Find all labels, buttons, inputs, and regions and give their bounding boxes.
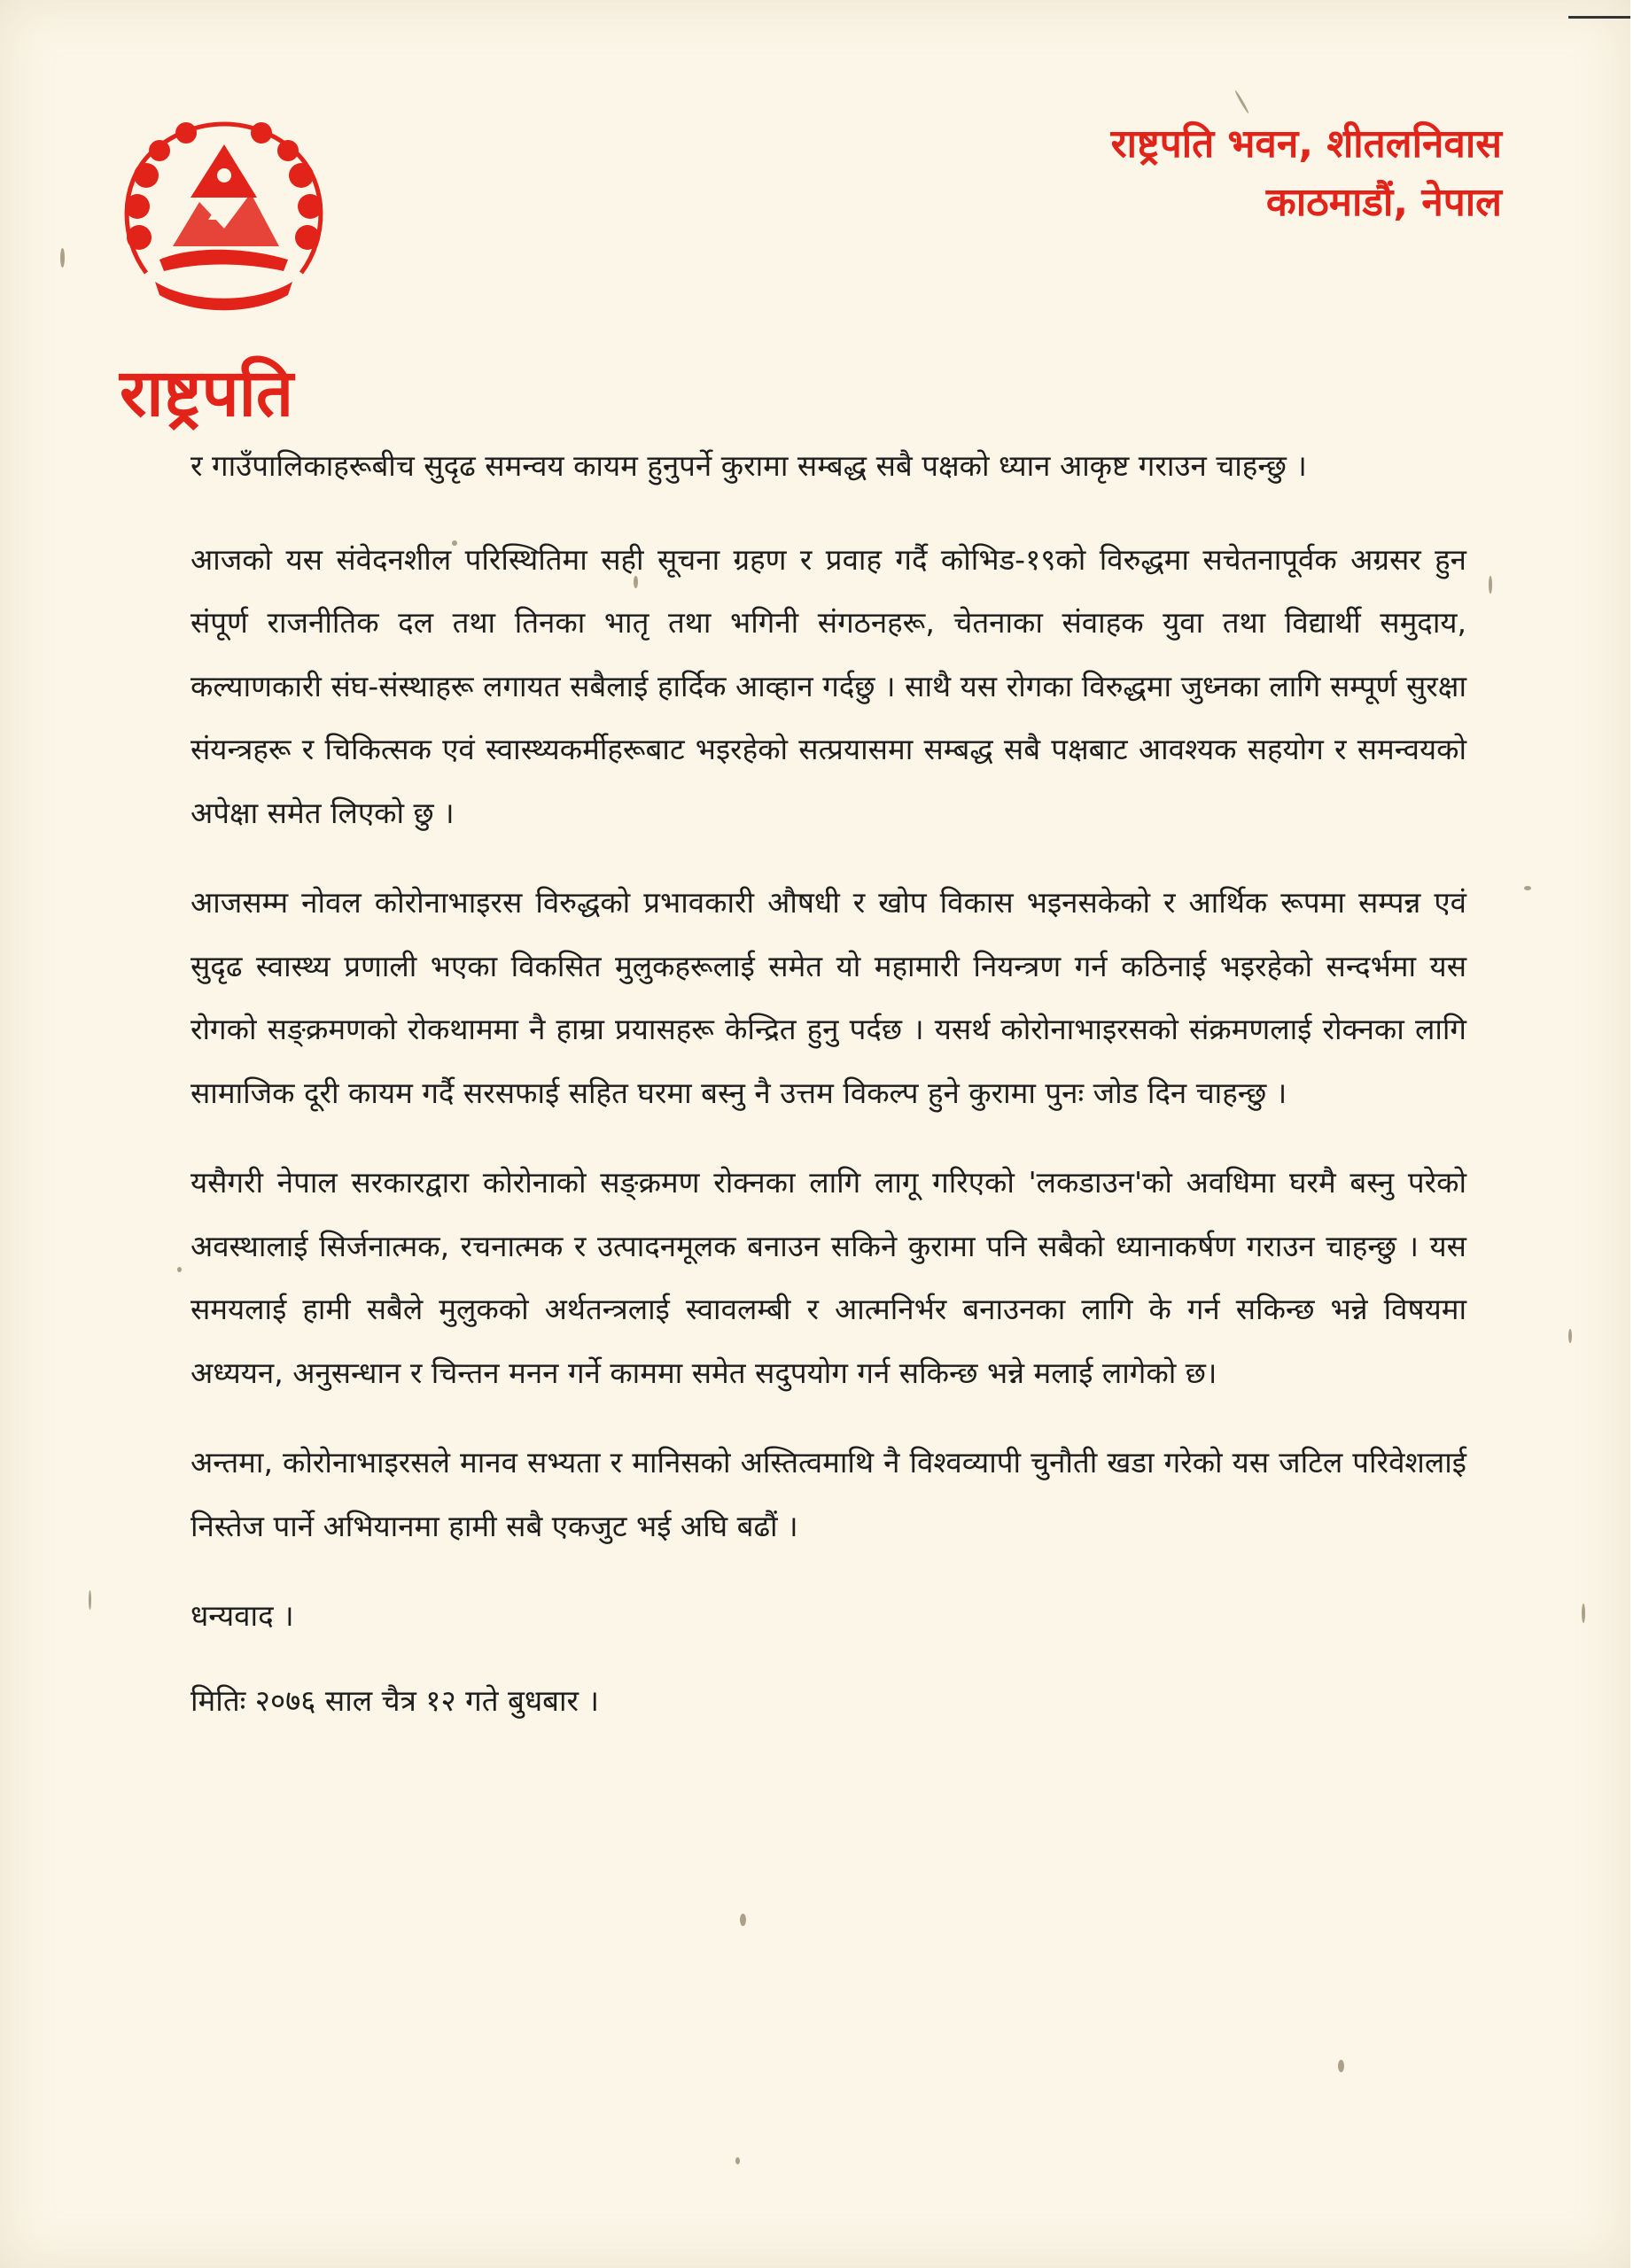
paper-speck xyxy=(60,248,65,268)
paper-speck xyxy=(1338,2060,1344,2072)
paper-speck xyxy=(740,1914,746,1926)
nepal-emblem-icon xyxy=(111,113,337,317)
paragraph-2: आजको यस संवेदनशील परिस्थितिमा सही सूचना ग्रहण र प्रवाह गर्दै कोभिड-१९को विरुद्धमा सचेतनापूर्वक अग्रसर हुन संपूर्ण राजनीतिक दल तथा तिनका भातृ तथा भगिनी संगठनहरू, चेतनाका संवाहक युवा तथा विद्यार्थी समुदाय, कल्याणकारी संघ-संस्थाहरू लगायत सबैलाई हार्दिक आव्हान गर्दछु । साथै यस रोगका विरुद्धमा जुध्नका लागि सम्पूर्ण सुरक्षा संयन्त्रहरू र चिकित्सक एवं स्वास्थ्यकर्मीहरूबाट भइरहेको सत्प्रयासमा सम्बद्ध सबै पक्षबाट आवश्यक सहयोग र समन्वयको अपेक्षा समेत लिएको छु । xyxy=(191,541,1466,830)
address-line-2: काठमाडौं, नेपाल xyxy=(1265,180,1502,225)
closing-thanks: धन्यवाद । xyxy=(191,1598,294,1633)
scan-edge-mark xyxy=(1568,16,1630,19)
paragraph-4: यसैगरी नेपाल सरकारद्वारा कोरोनाको सङ्क्रमण रोक्नका लागि लागू गरिएको 'लकडाउन'को अवधिमा घरमै बस्नु परेको अवस्थालाई सिर्जनात्मक, रचनात्मक र उत्पादनमूलक बनाउन सकिने कुरामा पनि सबैको ध्यानाकर्षण गराउन चाहन्छु । यस समयलाई हामी सबैले मुलुकको अर्थतन्त्रलाई स्वावलम्बी र आत्मनिर्भर बनाउनका लागि के गर्न सकिन्छ भन्ने विषयमा अध्ययन, अनुसन्धान र चिन्तन मनन गर्ने काममा समेत सदुपयोग गर्न सकिन्छ भन्ने मलाई लागेको छ। xyxy=(191,1165,1466,1390)
letter-date: मितिः २०७६ साल चैत्र १२ गते बुधबार । xyxy=(191,1682,600,1718)
letter-body xyxy=(191,434,1466,1759)
paper-speck xyxy=(1524,886,1531,890)
paragraph-3: आजसम्म नोवल कोरोनाभाइरस विरुद्धको प्रभावकारी औषधी र खोप विकास भइनसकेको र आर्थिक रूपमा सम्पन्न एवं सुदृढ स्वास्थ्य प्रणाली भएका विकसित मुलुकहरूलाई समेत यो महामारी नियन्त्रण गर्न कठिनाई भइरहेको सन्दर्भमा यस रोगको सङ्क्रमणको रोकथाममा नै हाम्रा प्रयासहरू केन्द्रित हुनु पर्दछ । यसर्थ कोरोनाभाइरसको संक्रमणलाई रोक्नका लागि सामाजिक दूरी कायम गर्दै सरसफाई सहित घरमा बस्नु नै उत्तम विकल्प हुने कुरामा पुनः जोड दिन चाहन्छु । xyxy=(191,885,1466,1110)
paper-speck xyxy=(89,1590,91,1610)
paper-speck xyxy=(1568,1329,1572,1343)
paragraph-1: र गाउँपालिकाहरूबीच सुदृढ समन्वय कायम हुनुपर्ने कुरामा सम्बद्ध सबै पक्षको ध्यान आकृष्ट गराउन चाहन्छु । xyxy=(191,448,1307,483)
paper-speck xyxy=(1489,576,1492,594)
paragraph-5: अन्तमा, कोरोनाभाइरसले मानव सभ्यता र मानिसको अस्तित्वमाथि नै विश्वव्यापी चुनौती खडा गरेको यस जटिल परिवेशलाई निस्तेज पार्ने अभियानमा हामी सबै एकजुट भई अघि बढौं । xyxy=(191,1445,1466,1543)
paper-speck xyxy=(1582,1604,1585,1623)
paper-speck xyxy=(735,2157,740,2164)
letterhead-address xyxy=(1111,115,1502,232)
address-line-1: राष्ट्रपति भवन, शीतलनिवास xyxy=(1110,121,1502,167)
paper-speck xyxy=(177,1267,182,1272)
office-title: राष्ट्रपति xyxy=(120,355,294,431)
paper-speck xyxy=(1234,89,1250,113)
